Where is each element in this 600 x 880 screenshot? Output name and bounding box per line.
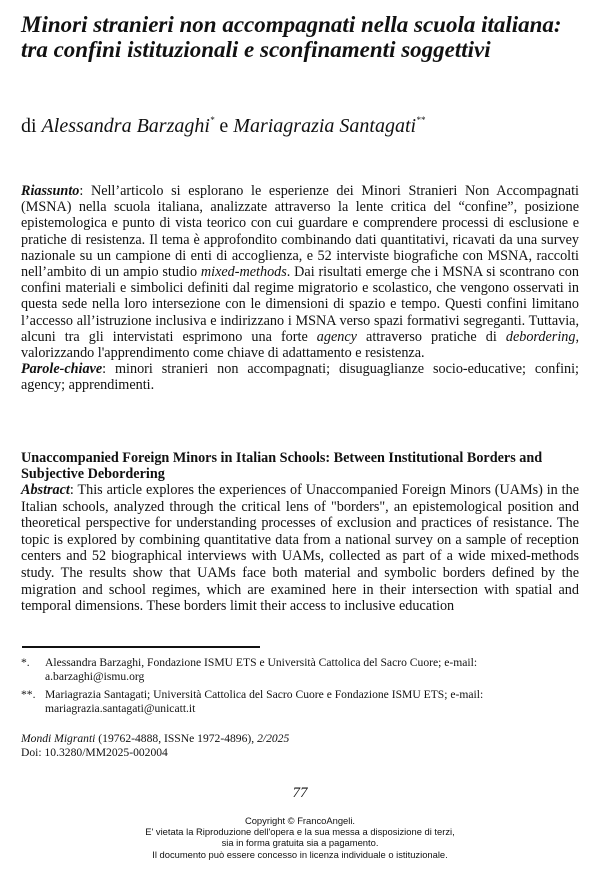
journal-citation [21, 732, 289, 746]
copyright-line-3: sia in forma gratuita sia a pagamento. [221, 837, 379, 849]
author-1-footnote-mark[interactable]: * [209, 115, 215, 125]
article-title: Minori stranieri non accompagnati nella scuola italiana: tra confini istituzionali e sconfinamenti soggettivi [21, 12, 562, 62]
abstract-text: : This article explores the experiences of Unaccompanied Foreign Minors (UAMs) in the Italian schools, analyzed through the critical lens of "borders", an epistemological position and theoretical perspective for understanding processes of exclusion and practices of resistance. The topic is explored by combining quantitative data from a national survey on a sample of reception centers and 52 biographical interviews with UAMs, collected as part of a wide mixed-methods study. The results show that UAMs face both material and symbolic borders defined by the migration and school regimes, which are examined here in their intersection with spatial and temporal dimensions. These borders limit their access to inclusive education [21, 482, 579, 615]
footnotes [21, 656, 579, 720]
riassunto-text-4: , valorizzando l'apprendimento come chiave di adattamento e resistenza. [21, 328, 580, 362]
journal-info [21, 732, 289, 759]
author-2-name: Mariagrazia Santagati [233, 115, 417, 137]
abstract-label: Abstract [21, 482, 70, 498]
keywords-label: Parole-chiave [21, 361, 103, 378]
footnote-1-text: Alessandra Barzaghi, Fondazione ISMU ETS e Università Cattolica del Sacro Cuore; e-mail: a.barzaghi@ismu.org [45, 656, 478, 683]
journal-issn: (19762-4888, ISSNe 1972-4896), [95, 732, 258, 745]
author-1-name: Alessandra Barzaghi [41, 115, 210, 137]
author-2-footnote-mark[interactable]: ** [416, 115, 426, 125]
author-line [21, 108, 425, 138]
copyright-line-1: Copyright © FrancoAngeli. [244, 815, 356, 826]
page-number: 77 [292, 785, 308, 801]
italian-abstract [21, 183, 579, 394]
footnote-1-mark: *. [21, 656, 30, 669]
journal-doi[interactable]: Doi: 10.3280/MM2025-002004 [21, 745, 168, 759]
riassunto-emphasis-mixed-methods: mixed-methods [200, 264, 287, 281]
journal-issue: 2/2025 [257, 732, 290, 745]
footnote-2-mark: **. [21, 688, 36, 701]
riassunto-label: Riassunto [21, 183, 80, 199]
footnote-divider [22, 646, 260, 648]
copyright-line-4: Il documento può essere concesso in licenza individuale o istituzionale. [152, 848, 448, 860]
authors-prefix: di [21, 115, 37, 137]
authors-conjunction: e [219, 115, 229, 137]
keywords [21, 361, 579, 393]
riassunto-text-1: : Nell’articolo si esplorano le esperienze dei Minori Stranieri Non Accompagnati (MSNA) nella scuola italiana, analizzate attraverso la lente critica del “confine”, posizione epistemologica e punto di vista teorico con cui guardare e comprendere processi di esclusione e pratiche di resistenza. Il tema è approfondito combinando dati quantitativi, ricavati da una survey nazionale su un campione di enti di accoglienza, e 52 interviste biografiche con MSNA, raccolti nell’ambito di un ampio studio [21, 183, 579, 281]
footnote-2 [21, 688, 579, 715]
footnote-2-text: Mariagrazia Santagati; Università Cattolica del Sacro Cuore e Fondazione ISMU ETS; e-mail: mariagrazia.santagati@unicatt.it [45, 688, 484, 715]
riassunto-emphasis-agency: agency [316, 328, 357, 345]
copyright-line-2: E' vietata la Riproduzione dell'opera e la sua messa a disposizione di terzi, [145, 826, 455, 838]
keywords-text: : minori stranieri non accompagnati; disuguaglianze socio-educative; confini; agency; apprendimenti. [21, 361, 579, 394]
riassunto-text-2: . Dai risultati emerge che i MSNA si scontrano con confini materiali e simbolici definiti dal regime migratorio e scolastico, che vengono osservati in questa sede nella loro intersezione con le dimensioni di spazio e tempo. Questi confini limitano l’accesso all’istruzione inclusiva e indirizzano i MSNA verso spazi formativi segreganti. Tuttavia, alcuni tra gli intervistati esprimono una forte [21, 264, 579, 345]
copyright-notice [0, 815, 600, 860]
footnote-1 [21, 656, 579, 683]
english-abstract [21, 482, 579, 615]
english-title: Unaccompanied Foreign Minors in Italian Schools: Between Institutional Borders and Subjective Debordering [21, 450, 543, 482]
riassunto-emphasis-debordering: debordering [505, 328, 576, 345]
journal-name: Mondi Migranti [21, 732, 96, 745]
riassunto-text-3: attraverso pratiche di [356, 328, 506, 345]
